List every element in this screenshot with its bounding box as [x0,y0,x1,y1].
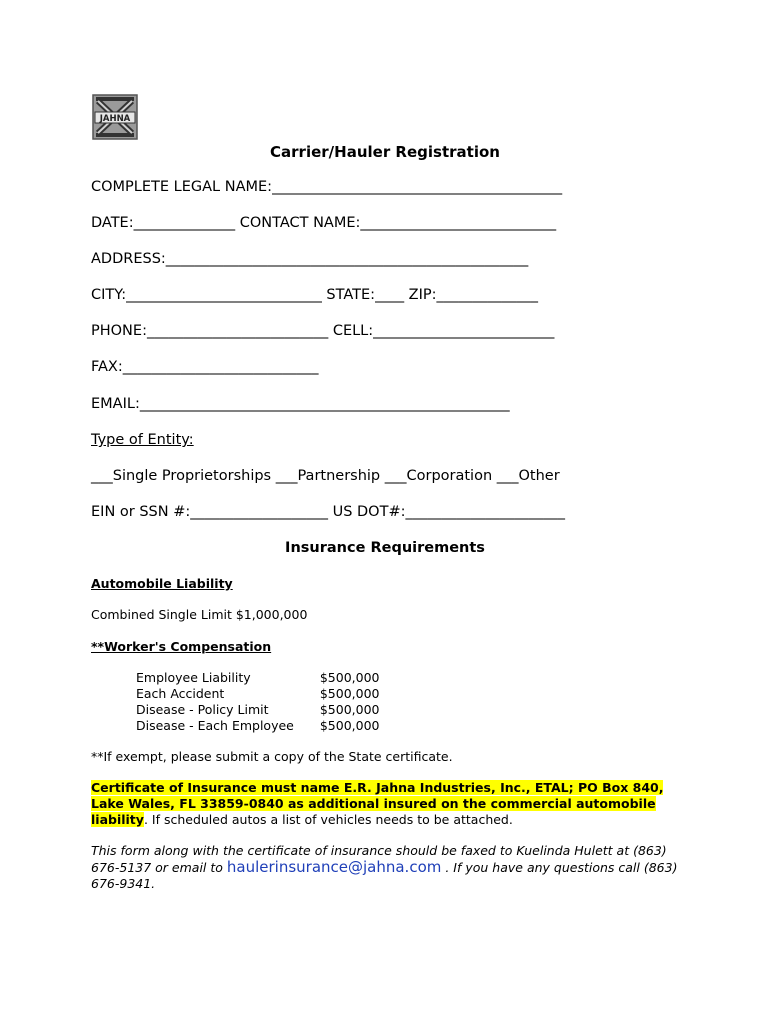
table-row [136,686,380,702]
phone-cell-field[interactable]: PHONE:_________________________ CELL:_________________________ [91,323,555,339]
address-field[interactable]: ADDRESS:__________________________________________________ [91,251,529,267]
table-row [136,702,380,718]
coverage-amount: $500,000 [319,670,380,685]
email-field[interactable]: EMAIL:___________________________________________________ [91,396,510,412]
auto-liability-text: Combined Single Limit $1,000,000 [91,607,308,622]
coverage-amount: $500,000 [319,702,380,717]
date-contact-field[interactable]: DATE:______________ CONTACT NAME:___________________________ [91,215,557,231]
table-row [136,670,380,686]
workers-comp-table [136,670,380,734]
coverage-label: Each Accident [136,686,225,701]
coverage-amount: $500,000 [319,718,380,733]
auto-liability-heading: Automobile Liability [91,576,233,591]
svg-text:JAHNA: JAHNA [99,114,131,124]
coverage-label: Disease - Policy Limit [136,702,269,717]
form-title: Carrier/Hauler Registration [270,143,500,161]
insurance-requirements-heading: Insurance Requirements [285,540,485,556]
legal-name-field[interactable]: COMPLETE LEGAL NAME:________________________________________ [91,179,563,195]
certificate-rest: . If scheduled autos a list of vehicles needs to be attached. [143,812,513,827]
certificate-highlight: Certificate of Insurance must name E.R. Jahna Industries, Inc., ETAL; PO Box 840, Lake Wales, FL 33859-0840 as additional insured on the commercial automobile liability [91,780,664,827]
company-logo [92,94,138,140]
entity-type-options[interactable]: ___Single Proprietorships ___Partnership ___Corporation ___Other [91,468,560,484]
footer-text-2: . If you have any questions call (863) 676-9341. [91,860,678,891]
coverage-label: Disease - Each Employee [136,718,294,733]
table-row [136,718,380,734]
footer-text-1: This form along with the certificate of insurance should be faxed to Kuelinda Hulett at (863) 676-5137 or email to [91,843,667,875]
ein-dot-field[interactable]: EIN or SSN #:___________________ US DOT#:______________________ [91,504,565,520]
footer-paragraph [91,843,691,892]
coverage-amount: $500,000 [319,686,380,701]
coverage-label: Employee Liability [136,670,251,685]
email-link[interactable]: haulerinsurance@jahna.com [226,858,442,876]
fax-field[interactable]: FAX:___________________________ [91,359,319,375]
entity-type-label: Type of Entity: [91,432,194,448]
city-state-zip-field[interactable]: CITY:___________________________ STATE:____ ZIP:______________ [91,287,539,303]
exempt-note: **If exempt, please submit a copy of the State certificate. [91,749,453,764]
certificate-paragraph [91,780,691,828]
workers-comp-heading: **Worker's Compensation [91,639,272,654]
